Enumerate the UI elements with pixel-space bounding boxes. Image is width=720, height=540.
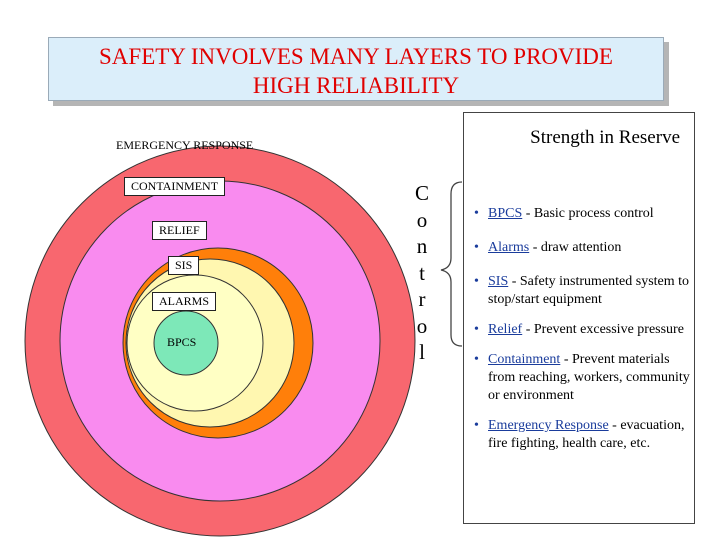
strength-in-reserve-panel [463, 112, 695, 524]
bullet-icon: • [474, 352, 479, 367]
item-desc: - Basic process control [522, 206, 654, 221]
list-item [470, 321, 692, 339]
control-letter: l [419, 340, 425, 364]
bullet-icon: • [474, 274, 479, 289]
panel-title: Strength in Reserve [530, 127, 680, 148]
bullet-icon: • [474, 418, 479, 433]
control-letter: C [414, 181, 429, 205]
label-alarms: ALARMS [152, 292, 216, 311]
item-desc: - draw attention [529, 240, 622, 255]
control-letter: o [416, 207, 428, 232]
label-bpcs: BPCS [167, 335, 197, 349]
title-line-2: HIGH RELIABILITY [252, 73, 460, 98]
list-item [470, 273, 692, 309]
control-letter: n [416, 234, 428, 258]
item-term: Relief [488, 322, 523, 337]
item-term: SIS [488, 274, 509, 289]
list-item [470, 417, 692, 453]
bullet-icon: • [474, 322, 479, 337]
title-line-1: SAFETY INVOLVES MANY LAYERS TO PROVIDE [99, 44, 613, 69]
list-item [470, 351, 692, 405]
item-desc: - Prevent materials from reaching, workers, community or environment [488, 352, 690, 403]
item-term: Alarms [488, 240, 530, 255]
item-desc: - Safety instrumented system to stop/start equipment [488, 274, 690, 307]
reserve-list [470, 205, 692, 453]
item-desc: - Prevent excessive pressure [522, 322, 684, 337]
bullet-icon: • [474, 240, 479, 255]
item-desc: - evacuation, fire fighting, health care, etc. [488, 418, 685, 451]
label-relief: RELIEF [152, 221, 207, 240]
control-letter: r [418, 287, 426, 311]
list-item [470, 205, 692, 223]
list-item [470, 239, 692, 257]
label-containment: CONTAINMENT [124, 177, 225, 196]
label-sis: SIS [168, 256, 199, 275]
bullet-icon: • [474, 206, 479, 221]
control-letter: o [416, 313, 428, 338]
item-term: Emergency Response [488, 418, 609, 433]
control-letter: t [419, 260, 425, 285]
label-emergency-response: EMERGENCY RESPONSE [116, 138, 254, 152]
item-term: Containment [488, 352, 561, 367]
item-term: BPCS [488, 206, 523, 221]
